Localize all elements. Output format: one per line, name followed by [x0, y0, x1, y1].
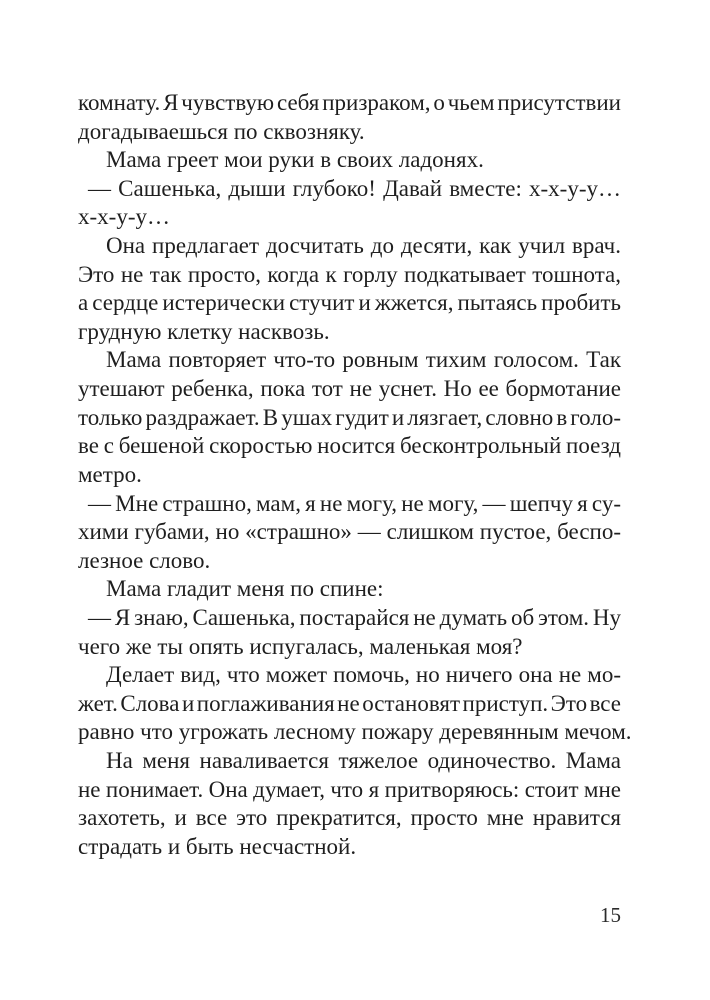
text-line-content: а сердце истерически стучит и жжется, пытаясь пробить: [78, 290, 621, 316]
text-line: [78, 232, 621, 261]
text-line-content: хими губами, но «страшно» — слишком пустое, беспо-: [78, 519, 621, 545]
text-line: [78, 490, 621, 519]
text-line-content: Мама гладит меня по спине:: [106, 576, 384, 602]
text-line-content: догадываешься по сквозняку.: [78, 118, 365, 144]
text-line-content: — Я знаю, Сашенька, постарайся не думать об этом. Ну: [88, 604, 621, 630]
text-line-content: Делает вид, что может помочь, но ничего она не мо-: [106, 662, 621, 688]
text-line-content: не понимает. Она думает, что я притворяюсь: стоит мне: [78, 776, 621, 802]
text-line: [78, 89, 621, 118]
text-line: [78, 575, 621, 604]
text-line: [78, 833, 621, 862]
text-line-content: — Мне страшно, мам, я не могу, не могу, — шепчу я су-: [88, 490, 621, 516]
text-line-content: жет. Слова и поглаживания не остановят приступ. Это все: [78, 690, 621, 716]
text-line-content: метро.: [78, 461, 142, 487]
text-line-content: захотеть, и все это прекратится, просто мне нравится: [78, 805, 621, 831]
text-line-content: Она предлагает досчитать до десяти, как учил врач.: [106, 233, 621, 259]
text-line: [78, 146, 621, 175]
text-line: [78, 375, 621, 404]
text-line: [78, 175, 621, 204]
text-line: [78, 661, 621, 690]
text-line: [78, 461, 621, 490]
text-line: [78, 633, 621, 662]
text-line: [78, 718, 632, 747]
text-line: [78, 289, 621, 318]
text-line-content: страдать и быть несчастной.: [78, 833, 357, 859]
text-line: [78, 432, 621, 461]
text-line-content: грудную клетку насквозь.: [78, 318, 330, 344]
text-line-content: Мама греет мои руки в своих ладонях.: [106, 147, 484, 173]
text-line-content: только раздражает. В ушах гудит и лязгает, словно в голо-: [78, 404, 621, 430]
text-line-content: комнату. Я чувствую себя призраком, о чьем присутствии: [78, 90, 621, 115]
text-line: [78, 547, 621, 576]
text-line: [78, 776, 621, 805]
text-line-content: равно что угрожать лесному пожару деревянным мечом.: [78, 719, 632, 745]
text-line: [78, 261, 621, 290]
text-line: [78, 690, 621, 719]
text-line-content: утешают ребенка, пока тот не уснет. Но ее бормотание: [78, 376, 621, 402]
text-line: [78, 747, 621, 776]
text-line: [78, 346, 621, 375]
text-line-content: лезное слово.: [78, 547, 211, 573]
text-line: [78, 404, 621, 433]
text-line: [78, 518, 621, 547]
text-line-content: — Сашенька, дыши глубоко! Давай вместе: х-х-у-у…: [88, 175, 621, 201]
text-block: [78, 89, 632, 861]
text-line-content: Это не так просто, когда к горлу подкатывает тошнота,: [78, 261, 621, 287]
text-line: [78, 118, 621, 147]
text-line: [78, 604, 621, 633]
text-line-content: чего же ты опять испугалась, маленькая моя?: [78, 633, 523, 659]
page-number: 15: [600, 903, 621, 927]
text-line-content: ве с бешеной скоростью носится бесконтрольный поезд: [78, 433, 621, 459]
text-line: [78, 318, 621, 347]
text-line: [78, 804, 621, 833]
text-line-content: х-х-у-у…: [78, 204, 170, 230]
text-line: [78, 203, 621, 232]
text-line-content: На меня наваливается тяжелое одиночество. Мама: [106, 748, 621, 774]
text-line-content: Мама повторяет что-то ровным тихим голосом. Так: [106, 347, 621, 373]
